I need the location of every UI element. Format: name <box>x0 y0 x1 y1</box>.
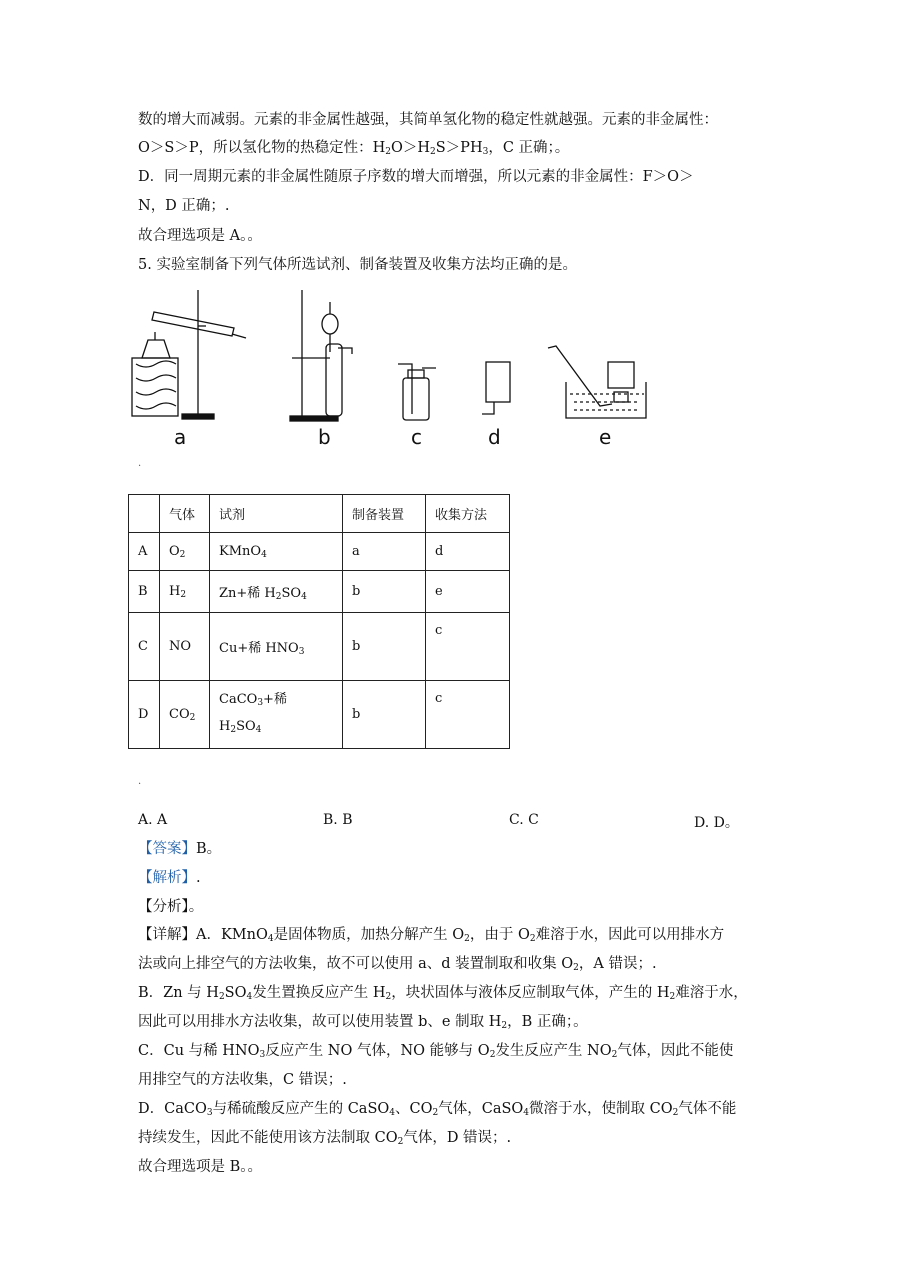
detail-line-5: C．Cu 与稀 $HNO_3$反应产生 NO 气体，NO 能够与 $O_2$发生反应产生 $NO_2$气体，因此不能使 <box>138 1043 734 1060</box>
apparatus-a <box>132 290 246 419</box>
table-row <box>129 533 510 571</box>
table-header-cell: 试剂 <box>210 495 343 533</box>
table-header-cell <box>129 495 160 533</box>
paragraph-mark: . <box>138 776 142 787</box>
paragraph-mark: . <box>138 458 142 469</box>
apparatus-c <box>398 364 436 420</box>
table-cell-collect: d <box>426 533 510 571</box>
table-cell-device: b <box>343 613 426 681</box>
figure-label-c: c <box>411 425 422 449</box>
table-cell-option: B <box>129 571 160 613</box>
table-cell-collect: c <box>426 681 510 749</box>
table-cell-option: D <box>129 681 160 749</box>
detail-line-9: 故合理选项是 B。。 <box>138 1159 263 1175</box>
table-cell-reagent: Zn+稀 $H_2SO_4$ <box>210 571 343 613</box>
detail-line-1: 【详解】A．KMnO$_4$是固体物质，加热分解产生 $O_2$，由于 $O_2$难溶于水，因此可以用排水方 <box>138 927 725 944</box>
apparatus-figure <box>130 282 660 452</box>
table-cell-device: a <box>343 533 426 571</box>
table-cell-option: C <box>129 613 160 681</box>
table-header-cell: 气体 <box>160 495 210 533</box>
figure-label-a: a <box>174 425 187 449</box>
figure-label-b: b <box>318 425 331 449</box>
fenxi-line: 【分析】。 <box>138 899 204 915</box>
figure-label-d: d <box>488 425 501 449</box>
table-cell-reagent: CaCO$_3$+稀 $H_2SO_4$ <box>210 681 343 749</box>
table-cell-reagent: KMnO$_4$ <box>210 533 343 571</box>
option-d: D. D。 <box>694 815 739 831</box>
table-header-cell: 制备装置 <box>343 495 426 533</box>
table-cell-reagent: Cu+稀 $HNO_3$ <box>210 613 343 681</box>
table-cell-device: b <box>343 681 426 749</box>
answer-line: 【答案】B。 <box>138 841 222 857</box>
option-c: C. C <box>509 812 539 828</box>
table-cell-device: b <box>343 571 426 613</box>
option-b: B. B <box>323 812 353 828</box>
detail-line-6: 用排空气的方法收集，C 错误；. <box>138 1072 347 1088</box>
table-cell-gas: $H_2$ <box>160 571 210 613</box>
table-cell-collect: c <box>426 613 510 681</box>
apparatus-d <box>482 362 510 414</box>
text-line-4: N，D 正确；. <box>138 198 230 214</box>
text-line-2: O＞S＞P，所以氢化物的热稳定性：$H_2O>H_2S>PH_3$，C 正确；。 <box>138 140 570 157</box>
table-cell-option: A <box>129 533 160 571</box>
table-row <box>129 613 510 681</box>
table-row <box>129 681 510 749</box>
table-row <box>129 571 510 613</box>
apparatus-b <box>290 290 352 421</box>
text-line-1: 数的增大而减弱。元素的非金属性越强，其简单氢化物的稳定性就越强。元素的非金属性： <box>138 112 718 128</box>
table-cell-collect: e <box>426 571 510 613</box>
detail-line-8: 持续发生，因此不能使用该方法制取 $CO_2$气体，D 错误；. <box>138 1130 512 1147</box>
table-header-cell: 收集方法 <box>426 495 510 533</box>
text-line-5: 故合理选项是 A。。 <box>138 228 262 244</box>
detail-line-3: B．Zn 与 $H_2SO_4$发生置换反应产生 $H_2$，块状固体与液体反应制取气体，产生的 $H_2$难溶于水， <box>138 985 748 1002</box>
table-header-row <box>129 495 510 533</box>
detail-line-2: 法或向上排空气的方法收集，故不可以使用 a、d 装置制取和收集 $O_2$，A 错误；. <box>138 956 657 973</box>
table-cell-gas: NO <box>160 613 210 681</box>
option-a: A. A <box>138 812 168 828</box>
question-5-stem: 5. 实验室制备下列气体所选试剂、制备装置及收集方法均正确的是。 <box>138 257 577 273</box>
table-cell-gas: $CO_2$ <box>160 681 210 749</box>
options-table <box>128 494 510 749</box>
figure-label-e: e <box>599 425 612 449</box>
detail-line-7: D．CaCO$_3$与稀硫酸反应产生的 CaSO$_4$、$CO_2$气体，CaSO$_4$微溶于水，使制取 $CO_2$气体不能 <box>138 1101 737 1118</box>
apparatus-e <box>548 346 646 418</box>
analysis-line: 【解析】. <box>138 870 201 886</box>
detail-line-4: 因此可以用排水方法收集，故可以使用装置 b、e 制取 $H_2$，B 正确；。 <box>138 1014 588 1031</box>
table-cell-gas: $O_2$ <box>160 533 210 571</box>
text-line-3: D．同一周期元素的非金属性随原子序数的增大而增强，所以元素的非金属性：F＞O＞ <box>138 169 694 185</box>
